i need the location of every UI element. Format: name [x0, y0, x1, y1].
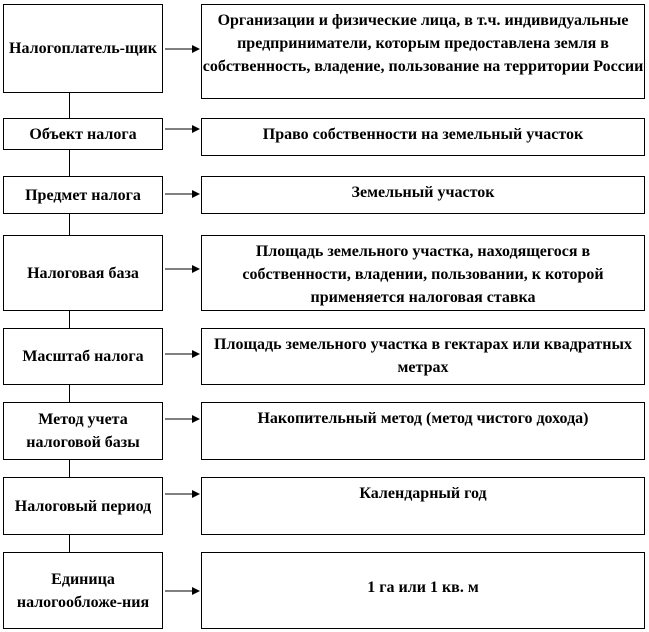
- row-label: Налогоплатель-щик: [9, 40, 157, 57]
- row-label: Объект налога: [29, 125, 137, 143]
- spine-connector: [69, 150, 70, 176]
- spine-connector: [69, 460, 70, 477]
- spine-connector: [69, 214, 70, 235]
- row-description: Площадь земельного участка в гектарах или квадратных метрах: [214, 336, 632, 376]
- spine-connector: [69, 93, 70, 118]
- spine-connector: [69, 385, 70, 402]
- row-description: Земельный участок: [351, 184, 495, 201]
- row-label: Предмет налога: [25, 186, 141, 204]
- spine-connector: [69, 311, 70, 328]
- row-description: Календарный год: [359, 485, 487, 502]
- row-description: Организации и физические лица, в т.ч. индивидуальные предприниматели, которым предоставлена земля в собственность, владение, пользование на территории России: [202, 12, 644, 75]
- row-description: Площадь земельного участка, находящегося в собственности, владении, пользовании, к которой применяется налоговая ставка: [242, 243, 604, 306]
- row-label: Налоговый период: [14, 497, 152, 515]
- row-label: Масштаб налога: [22, 348, 144, 365]
- row-description: Право собственности на земельный участок: [262, 126, 584, 143]
- row-description: Накопительный метод (метод чистого дохода): [257, 410, 589, 427]
- row-label: Налоговая база: [27, 264, 139, 282]
- spine-connector: [69, 535, 70, 552]
- row-label: Метод учета налоговой базы: [26, 411, 140, 451]
- row-label: Единица налогообложе-ния: [16, 570, 150, 611]
- row-description: 1 га или 1 кв. м: [367, 579, 479, 596]
